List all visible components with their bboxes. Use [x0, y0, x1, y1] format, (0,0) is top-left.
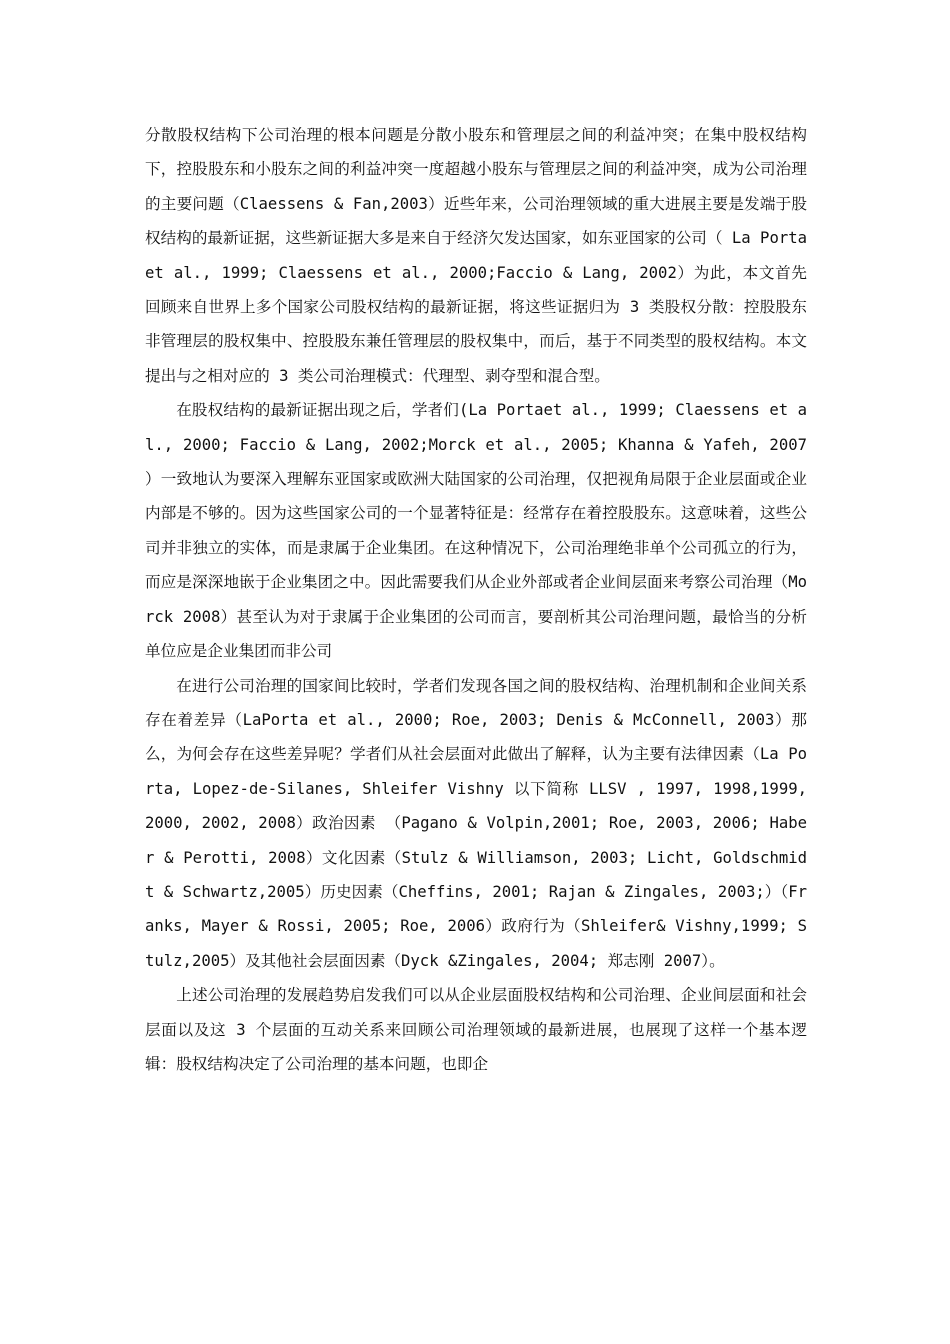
paragraph-3: 在进行公司治理的国家间比较时，学者们发现各国之间的股权结构、治理机制和企业间关系存在着差异（LaPorta et al., 2000; Roe, 2003; Denis & McConnell, 2003）那么，为何会存在这些差异呢？学者们从社会层面对此做出了解释，认为主要有法律因素（La Porta, Lopez-de-Silanes, Shleifer Vishny 以下简称 LLSV , 1997, 1998,1999, 2000, 2002, 2008）政治因素 （Pagano & Volpin,2001; Roe, 2003, 2006; Haber & Perotti, 2008）文化因素（Stulz & Williamson, 2003; Licht, Goldschmidt & Schwartz,2005）历史因素（Cheffins, 2001; Rajan & Zingales, 2003;）（Franks, Mayer & Rossi, 2005; Roe, 2006）政府行为（Shleifer& Vishny,1999; Stulz,2005）及其他社会层面因素（Dyck &Zingales, 2004; 郑志刚 2007）。	[145, 676, 807, 970]
paragraph-2: 在股权结构的最新证据出现之后，学者们(La Portaet al., 1999; Claessens et al., 2000; Faccio & Lang, 2002;Morck et al., 2005; Khanna & Yafeh, 2007 ）一致地认为要深入理解东亚国家或欧洲大陆国家的公司治理，仅把视角局限于企业层面或企业内部是不够的。因为这些国家公司的一个显著特征是：经常存在着控股股东。这意味着，这些公司并非独立的实体，而是隶属于企业集团。在这种情况下，公司治理绝非单个公司孤立的行为，而应是深深地嵌于企业集团之中。因此需要我们从企业外部或者企业间层面来考察公司治理（Morck 2008）甚至认为对于隶属于企业集团的公司而言，要剖析其公司治理问题，最恰当的分析单位应是企业集团而非公司	[145, 401, 807, 661]
paragraph-4: 上述公司治理的发展趋势启发我们可以从企业层面股权结构和公司治理、企业间层面和社会层面以及这 3 个层面的互动关系来回顾公司治理领域的最新进展，也展现了这样一个基本逻辑：股权结构决定了公司治理的基本问题，也即企	[145, 986, 807, 1073]
body-text	[145, 118, 807, 1081]
paragraph-1: 分散股权结构下公司治理的根本问题是分散小股东和管理层之间的利益冲突；在集中股权结构下，控股股东和小股东之间的利益冲突一度超越小股东与管理层之间的利益冲突，成为公司治理的主要问题（Claessens & Fan,2003）近些年来，公司治理领域的重大进展主要是发端于股权结构的最新证据，这些新证据大多是来自于经济欠发达国家，如东亚国家的公司（ La Porta et al., 1999; Claessens et al., 2000;Faccio & Lang, 2002）为此，本文首先回顾来自世界上多个国家公司股权结构的最新证据，将这些证据归为 3 类股权分散：控股股东非管理层的股权集中、控股股东兼任管理层的股权集中，而后，基于不同类型的股权结构。本文提出与之相对应的 3 类公司治理模式：代理型、剥夺型和混合型。	[145, 126, 807, 385]
